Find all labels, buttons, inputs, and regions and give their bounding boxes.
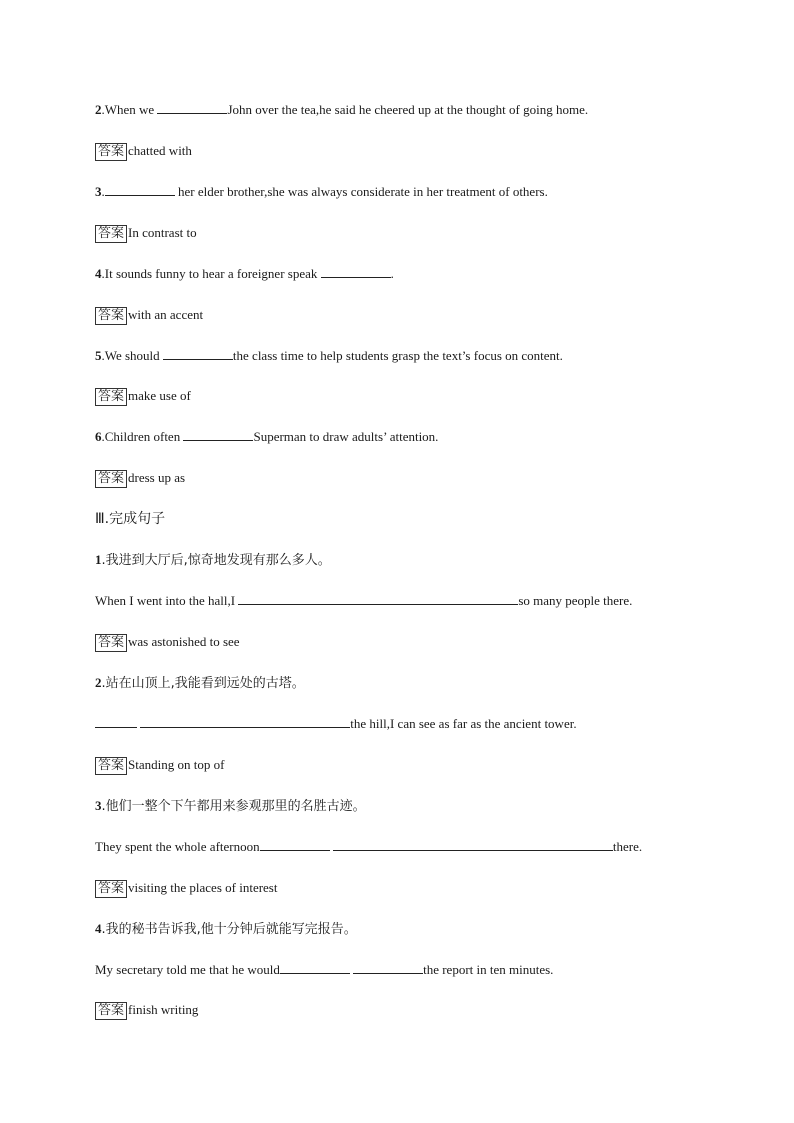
question-number: 2 (95, 102, 102, 117)
question-text-before: . (101, 184, 105, 199)
answer-2 (95, 142, 192, 161)
answer-3 (95, 224, 197, 243)
answer-blank (95, 715, 137, 728)
question-text-after: her elder brother,she was always considerate in her treatment of others. (174, 184, 548, 199)
sentence-before: My secretary told me that he would (95, 962, 280, 977)
sentence-after: there. (612, 839, 643, 854)
question-text-after: John over the tea,he said he cheered up at the thought of going home. (227, 102, 589, 117)
answer-text: In contrast to (128, 225, 197, 240)
question-text-before: .We should (101, 348, 163, 363)
chinese-prompt: .站在山顶上,我能看到远处的古塔。 (101, 676, 305, 691)
chinese-prompt: .我的秘书告诉我,他十分钟后就能写完报告。 (101, 922, 357, 937)
answer-text: make use of (128, 388, 191, 403)
part3-answer-1 (95, 633, 240, 652)
answer-badge: 答案 (95, 757, 127, 775)
answer-text: chatted with (128, 143, 192, 158)
answer-badge: 答案 (95, 634, 127, 652)
answer-blank (183, 428, 253, 441)
question-number: 4 (95, 266, 102, 281)
answer-text: finish writing (128, 1002, 199, 1017)
question-3 (95, 183, 548, 201)
question-2 (95, 101, 588, 119)
question-number: 4 (95, 921, 102, 936)
part3-answer-4 (95, 1001, 198, 1020)
answer-blank (333, 838, 613, 851)
answer-blank (260, 838, 330, 851)
part3-question-4-prompt (95, 920, 357, 939)
answer-badge: 答案 (95, 307, 127, 325)
answer-blank (353, 961, 423, 974)
answer-badge: 答案 (95, 143, 127, 161)
question-4 (95, 265, 394, 283)
answer-text: was astonished to see (128, 634, 240, 649)
answer-badge: 答案 (95, 880, 127, 898)
part3-question-1-prompt (95, 551, 331, 570)
chinese-prompt: .他们一整个下午都用来参观那里的名胜古迹。 (101, 799, 366, 814)
answer-blank (238, 592, 518, 605)
section-title: Ⅲ.完成句子 (95, 511, 166, 527)
answer-text: visiting the places of interest (128, 880, 278, 895)
question-number: 6 (95, 429, 102, 444)
part3-question-2-prompt (95, 674, 305, 693)
question-number: 3 (95, 184, 102, 199)
answer-blank (163, 347, 233, 360)
question-text-before: .It sounds funny to hear a foreigner speak (101, 266, 321, 281)
answer-6 (95, 469, 185, 488)
answer-badge: 答案 (95, 225, 127, 243)
answer-blank (157, 101, 227, 114)
sentence-after: the report in ten minutes. (423, 962, 554, 977)
answer-5 (95, 387, 191, 406)
answer-blank (140, 715, 350, 728)
answer-badge: 答案 (95, 388, 127, 406)
part3-question-4-sentence (95, 961, 553, 979)
chinese-prompt: .我进到大厅后,惊奇地发现有那么多人。 (101, 553, 331, 568)
answer-blank (105, 183, 175, 196)
part3-question-3-sentence (95, 838, 642, 856)
question-number: 2 (95, 675, 102, 690)
part3-question-1-sentence (95, 592, 632, 610)
answer-text: with an accent (128, 307, 204, 322)
answer-4 (95, 306, 203, 325)
answer-text: Standing on top of (128, 757, 225, 772)
question-number: 1 (95, 552, 102, 567)
question-text-before: .When we (101, 102, 158, 117)
answer-badge: 答案 (95, 1002, 127, 1020)
part3-question-2-sentence (95, 715, 577, 733)
sentence-before: They spent the whole afternoon (95, 839, 260, 854)
question-text-after: . (390, 266, 394, 281)
part3-answer-2 (95, 756, 224, 775)
question-number: 3 (95, 798, 102, 813)
question-number: 5 (95, 348, 102, 363)
answer-blank (321, 265, 391, 278)
answer-text: dress up as (128, 470, 186, 485)
part3-answer-3 (95, 879, 277, 898)
answer-badge: 答案 (95, 470, 127, 488)
answer-blank (280, 961, 350, 974)
sentence-after: so many people there. (518, 593, 633, 608)
sentence-before: When I went into the hall,I (95, 593, 239, 608)
question-6 (95, 428, 438, 446)
part3-question-3-prompt (95, 797, 366, 816)
question-text-after: the class time to help students grasp the text’s focus on content. (232, 348, 563, 363)
question-text-after: Superman to draw adults’ attention. (253, 429, 439, 444)
question-text-before: .Children often (101, 429, 184, 444)
question-5 (95, 347, 563, 365)
sentence-after: the hill,I can see as far as the ancient tower. (350, 716, 577, 731)
